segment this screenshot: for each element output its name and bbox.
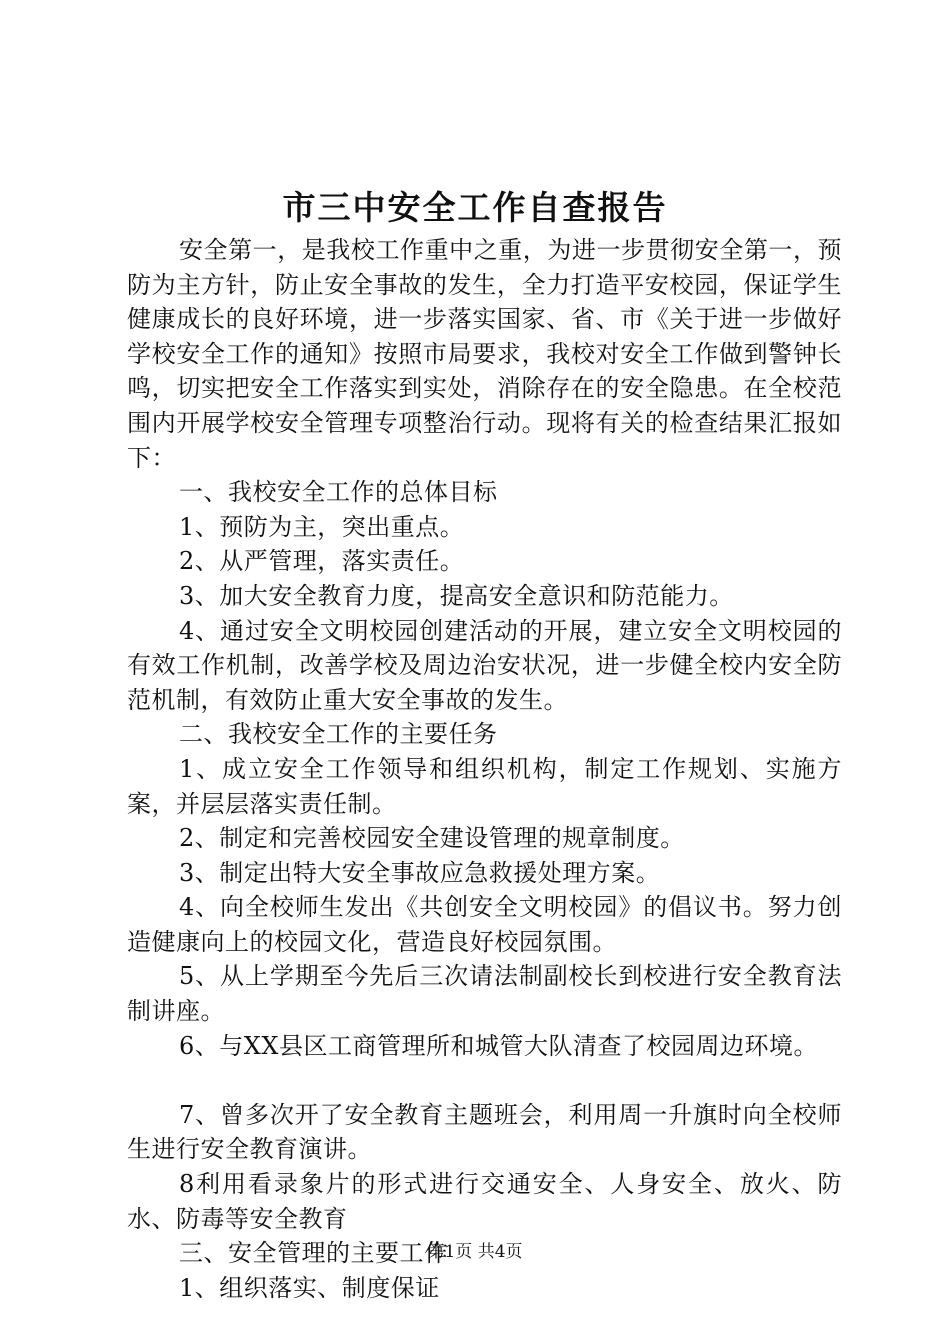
page-number-footer: 第1页 共4页 — [427, 1242, 523, 1262]
list-item: 1、成立安全工作领导和组织机构，制定工作规划、实施方案，并层层落实责任制。 — [127, 754, 842, 818]
list-item: 1、预防为主，突出重点。 — [179, 512, 465, 541]
list-item: 1、组织落实、制度保证 — [179, 1273, 440, 1302]
blank-line — [127, 1063, 842, 1098]
list-item: 4、向全校师生发出《共创安全文明校园》的倡议书。努力创造健康向上的校园文化，营造良好校园氛围。 — [127, 893, 842, 956]
paragraph-intro: 安全第一，是我校工作重中之重，为进一步贯彻安全第一，预防为主方针，防止安全事故的发生，全力打造平安校园，保证学生健康成长的良好环境，进一步落实国家、省、市《关于进一步做好学校安全工作的通知》按照市局要求，我校对安全工作做到警钟长鸣，切实把安全工作落实到实处，消除存在的安全隐患。在全校范围内开展学校安全管理专项整治行动。现将有关的检查结果汇报如下： — [127, 236, 842, 472]
list-item: 7、曾多次开了安全教育主题班会，利用周一升旗时向全校师生进行安全教育演讲。 — [127, 1100, 842, 1164]
list-item: 4、通过安全文明校园创建活动的开展，建立安全文明校园的有效工作机制，改善学校及周边治安状况，进一步健全校内安全防范机制，有效防止重大安全事故的发生。 — [127, 616, 842, 714]
document-title: 市三中安全工作自查报告 — [282, 188, 668, 227]
list-item: 3、加大安全教育力度，提高安全意识和防范能力。 — [179, 581, 734, 610]
list-item: 2、从严管理，落实责任。 — [179, 547, 465, 576]
list-item: 8利用看录象片的形式进行交通安全、人身安全、放火、防水、防毒等安全教育 — [127, 1170, 842, 1233]
list-item: 2、制定和完善校园安全建设管理的规章制度。 — [179, 824, 685, 853]
section-heading-3: 三、安全管理的主要工作 — [179, 1239, 449, 1268]
list-item: 3、制定出特大安全事故应急救援处理方案。 — [179, 858, 661, 887]
document-body — [127, 233, 842, 1305]
list-item: 6、与XX县区工商管理所和城管大队清查了校园周边环境。 — [179, 1031, 818, 1060]
list-item: 5、从上学期至今先后三次请法制副校长到校进行安全教育法制讲座。 — [127, 962, 842, 1026]
section-heading-1: 一、我校安全工作的总体目标 — [179, 478, 498, 507]
section-heading-2: 二、我校安全工作的主要任务 — [179, 720, 498, 749]
